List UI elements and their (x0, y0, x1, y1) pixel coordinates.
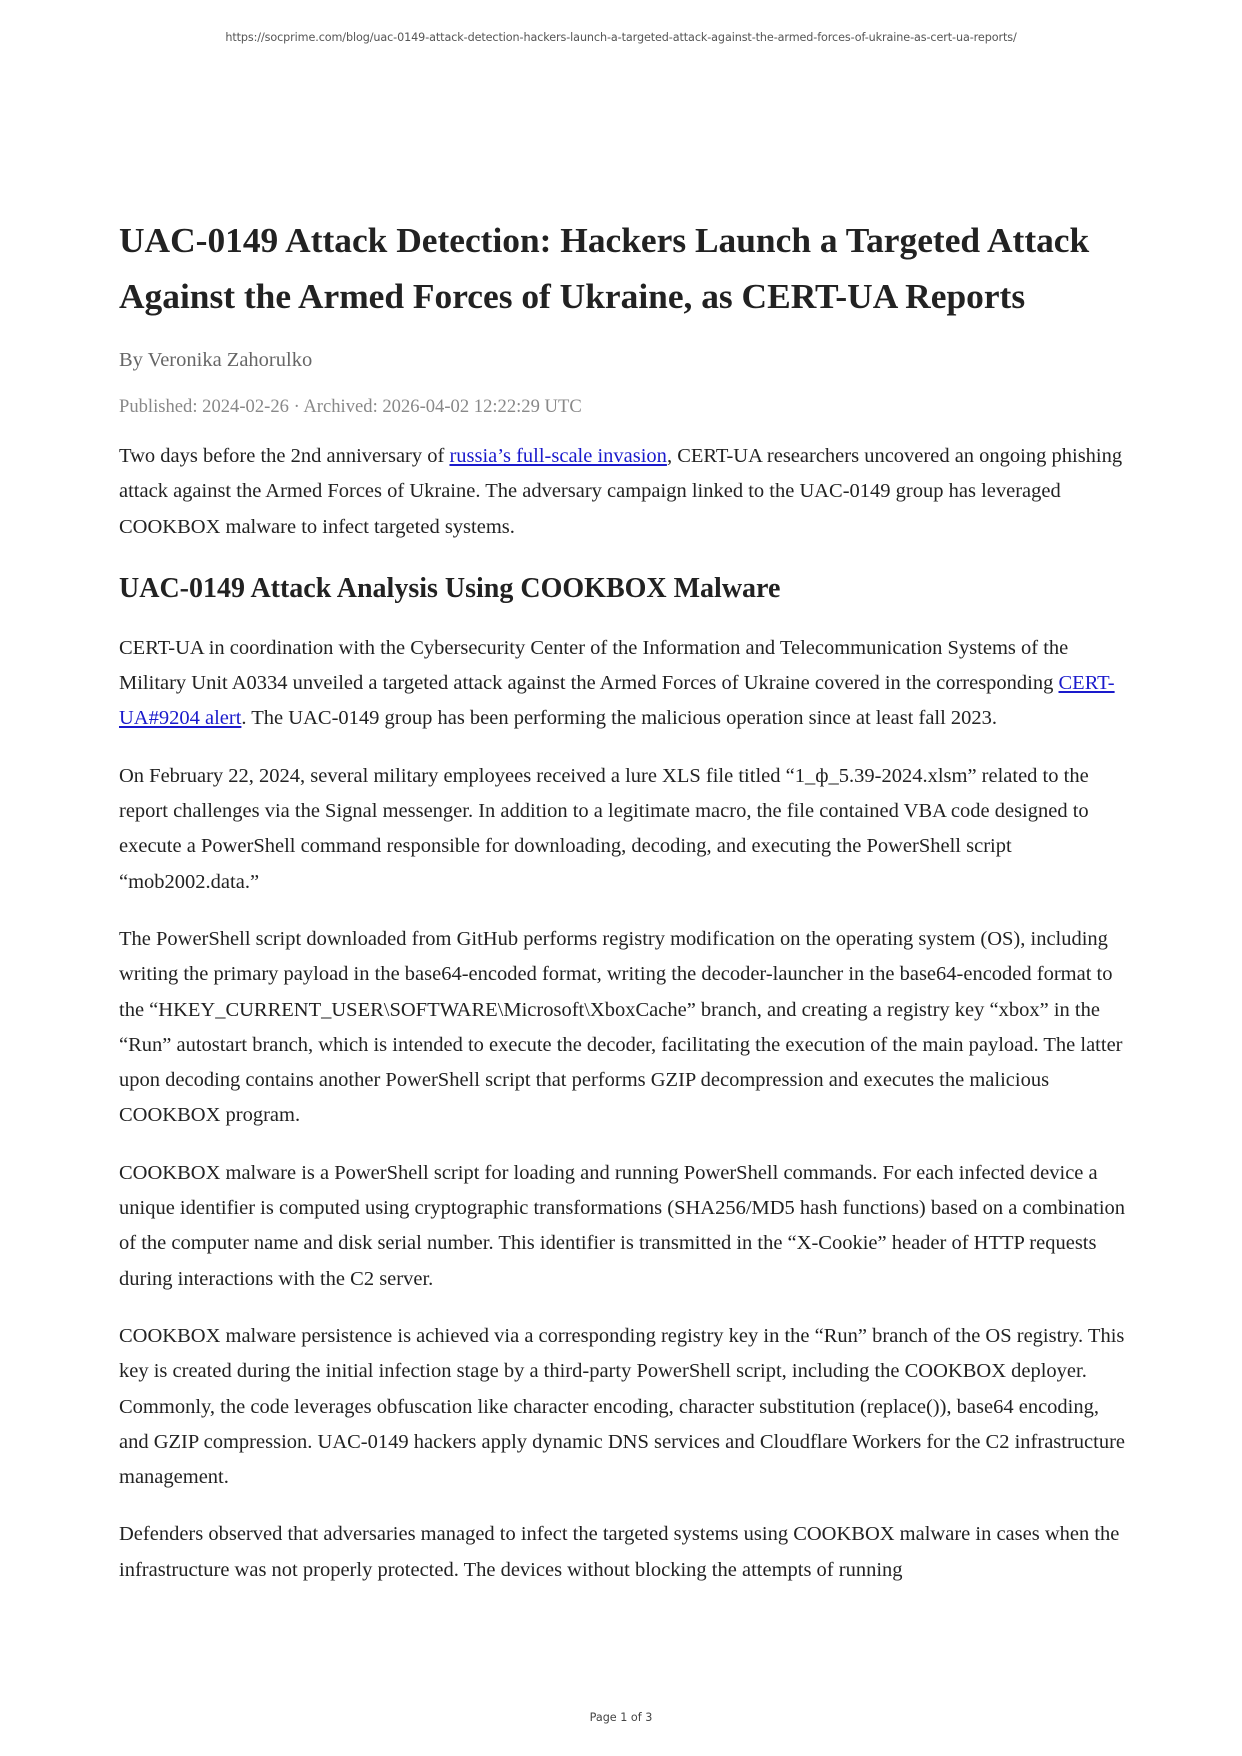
p1-text-after: . The UAC-0149 group has been performing the malicious operation since at least fall 2023. (241, 707, 998, 730)
paragraph-cert-ua (119, 631, 1125, 737)
intro-text-after: , CERT-UA researchers uncovered an ongoing phishing attack against the Armed Forces of Ukraine. The adversary campaign linked to the UAC-0149 group has leveraged COOKBOX malware to infect targeted systems. (119, 445, 1123, 538)
author-byline: By Veronika Zahorulko (119, 349, 313, 371)
intro-text-before: Two days before the 2nd anniversary of (119, 445, 450, 467)
paragraph-cookbox-malware: COOKBOX malware is a PowerShell script for loading and running PowerShell commands. For each infected device a unique identifier is computed using cryptographic transformations (SHA256/MD5 hash functions) based on a combination of the computer name and disk serial number. This identifier is transmitted in the “X-Cookie” header of HTTP requests during interactions with the C2 server. (119, 1161, 1126, 1290)
paragraph-lure-file: On February 22, 2024, several military employees received a lure XLS file titled “1_ф_5.39-2024.xlsm” related to the report challenges via the Signal messenger. In addition to a legitimate macro, the file contained VBA code designed to execute a PowerShell command responsible for downloading, decoding, and executing the PowerShell script “mob2002.data.” (119, 764, 1089, 893)
intro-paragraph (119, 439, 1125, 545)
article-title: UAC-0149 Attack Detection: Hackers Launch a Targeted Attack Against the Armed Forces of Ukraine, as CERT-UA Reports (119, 220, 1090, 316)
cert-ua-alert-link[interactable]: CERT-UA#9204 alert (119, 672, 1115, 730)
paragraph-defenders: Defenders observed that adversaries managed to infect the targeted systems using COOKBOX malware in cases when the infrastructure was not properly protected. The devices without blocking the attempts of running (119, 1523, 1120, 1581)
page-number: Page 1 of 3 (589, 1711, 653, 1724)
publish-meta: Published: 2024-02-26 · Archived: 2026-04-02 12:22:29 UTC (119, 396, 582, 417)
paragraph-persistence: COOKBOX malware persistence is achieved via a corresponding registry key in the “Run” branch of the OS registry. This key is created during the initial infection stage by a third-party PowerShell script, including the COOKBOX deployer. Commonly, the code leverages obfuscation like character encoding, character substitution (replace()), base64 encoding, and GZIP compression. UAC-0149 hackers apply dynamic DNS services and Cloudflare Workers for the C2 infrastructure management. (119, 1324, 1126, 1489)
source-url: https://socprime.com/blog/uac-0149-attack-detection-hackers-launch-a-targeted-attack-against-the-armed-forces-of-ukraine-as-cert-ua-reports/ (225, 31, 1017, 44)
p1-text-before: CERT-UA in coordination with the Cybersecurity Center of the Information and Telecommunication Systems of the Military Unit A0334 unveiled a targeted attack against the Armed Forces of Ukraine covered in the corresponding (119, 636, 1069, 695)
article (119, 212, 1125, 1610)
invasion-link[interactable]: russia’s full-scale invasion (449, 445, 667, 467)
section-heading: UAC-0149 Attack Analysis Using COOKBOX Malware (119, 572, 781, 604)
paragraph-powershell-script: The PowerShell script downloaded from GitHub performs registry modification on the operating system (OS), including writing the primary payload in the base64-encoded format, writing the decoder-launcher in the base64-encoded format to the “HKEY_CURRENT_USER\SOFTWARE\Microsoft\XboxCache” branch, and creating a registry key “xbox” in the “Run” autostart branch, which is intended to execute the decoder, facilitating the execution of the main payload. The latter upon decoding contains another PowerShell script that performs GZIP decompression and executes the malicious COOKBOX program. (119, 927, 1123, 1127)
